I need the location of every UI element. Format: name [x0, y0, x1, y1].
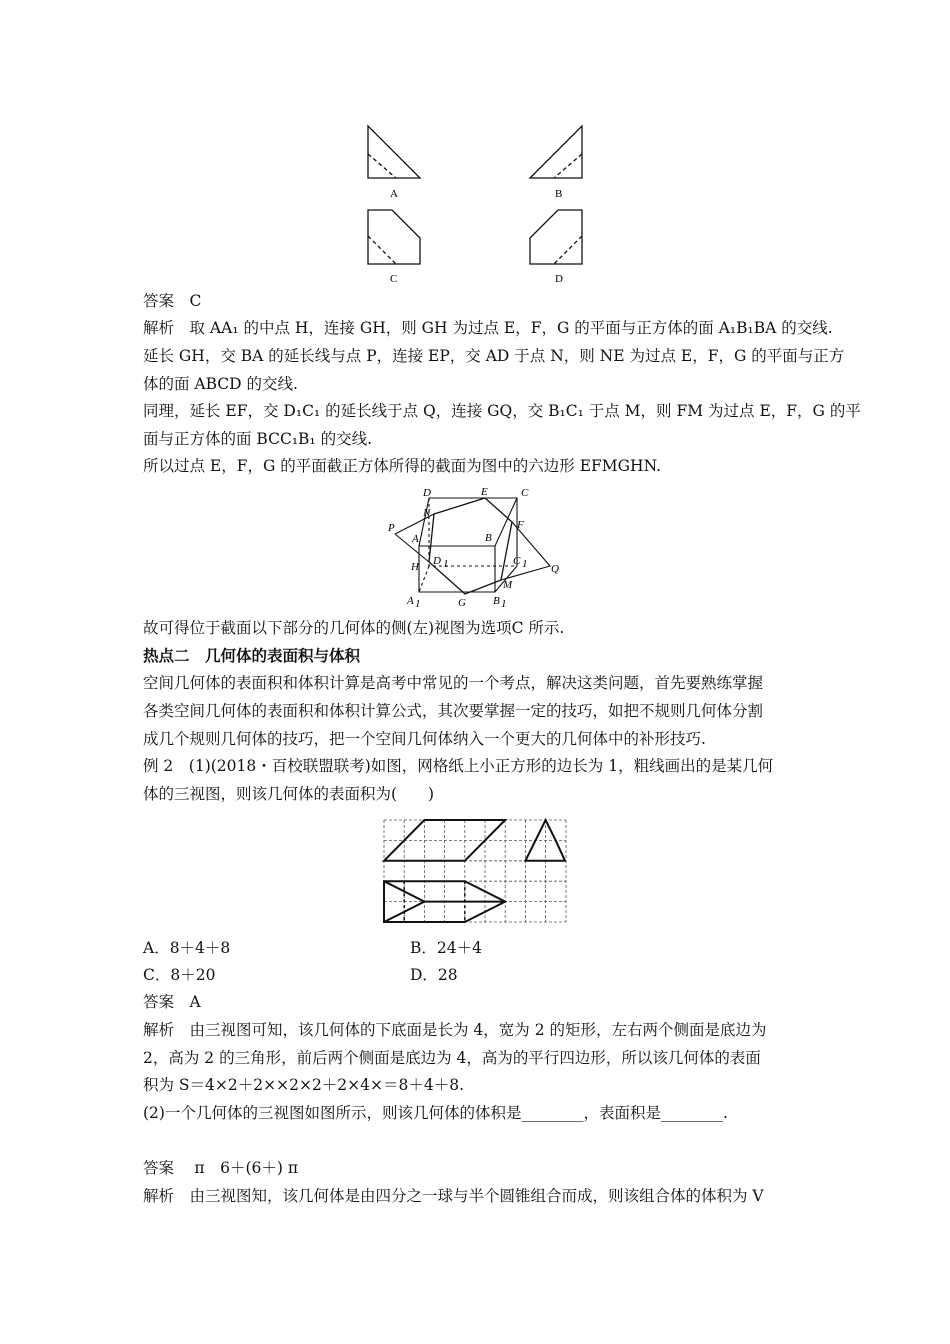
intro-line-2: 各类空间几何体的表面积和体积计算公式，其次要掌握一定的技巧，如把不规则几何体分割: [143, 702, 764, 720]
analysis-1-line-3: 体的面 ABCD 的交线.: [143, 375, 298, 393]
option-b: B．24＋4: [410, 939, 482, 957]
question-2-line: (2)一个几何体的三视图如图所示，则该几何体的体积是________，表面积是________.: [143, 1104, 728, 1122]
cube-section-figure: [385, 484, 570, 614]
view-label-d: D: [555, 273, 563, 285]
svg-text:1: 1: [443, 558, 449, 570]
answer-2: 答案 A: [143, 993, 201, 1011]
view-label-a: A: [390, 188, 398, 200]
answer-3: 答案 π 6＋(6＋) π: [143, 1159, 299, 1177]
svg-text:B: B: [485, 532, 492, 544]
intro-line-3: 成几个规则几何体的技巧，把一个空间几何体纳入一个更大的几何体中的补形技巧.: [143, 730, 706, 748]
analysis-1-line-2: 延长 GH，交 BA 的延长线与点 P，连接 EP，交 AD 于点 N，则 NE 为过点 E，F，G 的平面与正方: [143, 347, 845, 365]
svg-text:C: C: [521, 487, 529, 499]
option-a: A．8＋4＋8: [143, 939, 231, 957]
analysis-1-line-6: 所以过点 E，F，G 的平面截正方体所得的截面为图中的六边形 EFMGHN.: [143, 457, 662, 475]
analysis-3-line-1: 解析 由三视图知，该几何体是由四分之一球与半个圆锥组合而成，则该组合体的体积为 V: [143, 1187, 764, 1205]
svg-text:D: D: [423, 487, 431, 499]
analysis-2-line-3: 积为 S＝4×2＋2××2×2＋2×4×＝8＋4＋8.: [143, 1076, 465, 1094]
option-views-figure: [340, 118, 610, 290]
svg-text:1: 1: [522, 558, 528, 570]
view-label-c: C: [390, 273, 398, 285]
svg-text:P: P: [388, 522, 395, 534]
section-heading: 热点二 几何体的表面积与体积: [143, 646, 361, 665]
option-d: D．28: [410, 966, 458, 984]
svg-text:G: G: [458, 597, 466, 609]
svg-text:E: E: [481, 486, 488, 498]
svg-text:Q: Q: [551, 563, 559, 575]
analysis-1-line-1: 解析 取 AA₁ 的中点 H，连接 GH，则 GH 为过点 E，F，G 的平面与正方体的面 A₁B₁BA 的交线.: [143, 319, 833, 337]
svg-text:A: A: [407, 595, 414, 607]
svg-text:H: H: [411, 561, 419, 573]
svg-text:N: N: [423, 507, 431, 519]
svg-text:B: B: [493, 595, 500, 607]
grid-three-view-figure: [380, 818, 572, 926]
intro-line-1: 空间几何体的表面积和体积计算是高考中常见的一个考点，解决这类问题，首先要熟练掌握: [143, 674, 764, 692]
conclusion-line: 故可得位于截面以下部分的几何体的侧(左)视图为选项C 所示.: [143, 619, 565, 637]
svg-text:A: A: [412, 533, 419, 545]
svg-text:M: M: [503, 579, 513, 591]
svg-text:D: D: [433, 555, 441, 567]
view-a-shape: [368, 126, 420, 178]
view-c-shape: [368, 210, 420, 264]
analysis-2-line-2: 2，高为 2 的三角形，前后两个侧面是底边为 4，高为的平行四边形，所以该几何体的表面: [143, 1049, 761, 1067]
svg-text:1: 1: [415, 598, 421, 610]
view-label-b: B: [555, 188, 563, 200]
option-c: C．8＋20: [143, 966, 216, 984]
analysis-1-line-5: 面与正方体的面 BCC₁B₁ 的交线.: [143, 430, 372, 448]
answer-1: 答案 C: [143, 292, 202, 310]
svg-text:1: 1: [501, 598, 507, 610]
example-2-line-1: 例 2 (1)(2018・百校联盟联考)如图，网格纸上小正方形的边长为 1，粗线画出的是某几何: [143, 757, 774, 775]
example-2-line-2: 体的三视图，则该几何体的表面积为( ): [143, 785, 435, 803]
view-d-shape: [530, 210, 582, 264]
view-b-shape: [530, 126, 582, 178]
svg-text:F: F: [517, 519, 524, 531]
analysis-2-line-1: 解析 由三视图可知，该几何体的下底面是长为 4，宽为 2 的矩形，左右两个侧面是底边为: [143, 1021, 767, 1039]
svg-text:C: C: [513, 555, 521, 567]
analysis-1-line-4: 同理，延长 EF，交 D₁C₁ 的延长线于点 Q，连接 GQ，交 B₁C₁ 于点 M，则 FM 为过点 E，F，G 的平: [143, 402, 861, 420]
